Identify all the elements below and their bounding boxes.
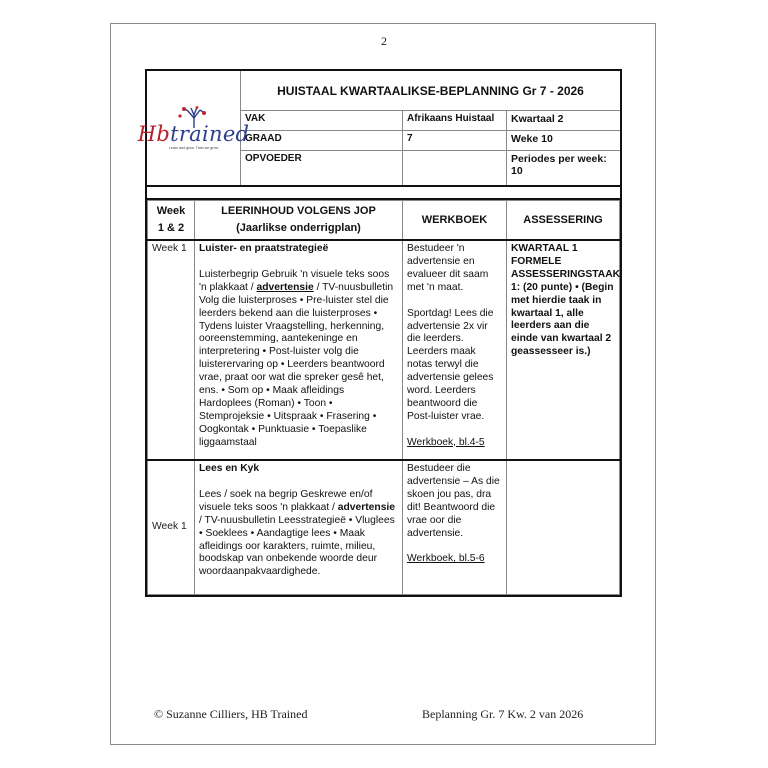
field-extra-periodes: Periodes per week: 10 — [511, 153, 607, 177]
keyword-advertensie: advertensie — [256, 281, 314, 293]
table-row — [148, 460, 620, 594]
topic-heading: Lees en Kyk — [199, 463, 260, 474]
content-cell — [195, 240, 403, 460]
planning-table — [145, 198, 622, 597]
table-row — [148, 240, 620, 460]
field-extra-weke: Weke 10 — [507, 131, 620, 151]
field-label-opvoeder: OPVOEDER — [241, 151, 403, 185]
col-header-workbook: WERKBOEK — [403, 201, 507, 241]
content-cell — [195, 460, 403, 594]
assessment-cell — [507, 460, 620, 594]
header-table — [137, 69, 622, 205]
content-body: Lees / soek na begrip Geskrewe en/of visuele teks soos 'n plakkaat / advertensie / TV-nuusbulletin Leesstrategieë • Vluglees • Soeklees • Aandagtige lees • Maak afleidings oor karakters, ruimte, milieu, boodskap van onbekende woorde deur woordaanpakvaardighede. — [199, 488, 396, 578]
workbook-reference: Werkboek, bl.5-6 — [407, 553, 485, 565]
workbook-cell: Bestudeer die advertensie – As die skoen jou pas, dra dit! Beantwoord die vrae oor die advertensie. Werkboek, bl.5-6 — [403, 460, 507, 594]
field-label-graad: GRAAD — [241, 131, 403, 151]
col-header-content: LEERINHOUD VOLGENS JOP (Jaarlikse onderrigplan) — [195, 201, 403, 241]
field-value-opvoeder — [403, 151, 507, 185]
topic-heading: Luister- en praatstrategieë — [199, 243, 329, 254]
workbook-reference: Werkboek, bl.4-5 — [407, 436, 485, 448]
keyword-advertensie: advertensie — [337, 501, 396, 513]
col-header-assessment: ASSESSERING — [507, 201, 620, 241]
table-header-row — [148, 201, 620, 241]
content-body: Luisterbegrip Gebruik 'n visuele teks soos 'n plakkaat / advertensie / TV-nuusbulletin Volg die luisterproses • Pre-luister stel die leerders bekend aan die luisterproses • Tydens luister Vraagstelling, herkenning, ooreenstemming, aantekeninge en interpretering • Post-luister volg die luisterervaring op • Leerders beantwoord vrae, praat oor wat die spreker gesê het, ens. • Som op • Maak afleidings Hardoplees (Roman) • Toon • Stemprojeksie • Uitspraak • Frasering • Oogkontak • Punktuasie • Toepaslike liggaamstaal — [199, 268, 394, 448]
week-cell: Week 1 — [148, 240, 195, 460]
footer-copyright: © Suzanne Cilliers, HB Trained — [154, 707, 308, 721]
col-header-week: Week 1 & 2 — [148, 201, 195, 241]
logo-text-hb: Hb — [137, 122, 171, 146]
document-title: HUISTAAL KWARTAALIKSE-BEPLANNING Gr 7 - 2026 — [241, 71, 620, 111]
logo — [137, 71, 250, 185]
workbook-cell: Bestudeer 'n advertensie en evalueer dit saam met 'n maat. Sportdag! Lees die advertensie 2x vir die leerders. Leerders maak notas terwyl die advertensie gelees word. Leerders beantwoord die Post-luister vrae. Werkboek, bl.4-5 — [403, 240, 507, 460]
assessment-cell: KWARTAAL 1 FORMELE ASSESSERINGSTAAK 1: (20 punte) • (Begin met hierdie taak in kwartaal 1, alle leerders aan die einde van kwartaal 2 geassesseer is.) — [507, 240, 620, 460]
field-value-graad: 7 — [403, 131, 507, 151]
logo-text-rest: trained — [170, 122, 250, 146]
field-extra-kwartaal: Kwartaal 2 — [507, 111, 620, 131]
page-number: 2 — [381, 34, 387, 48]
week-cell: Week 1 — [148, 460, 195, 594]
logo-tagline: Learn and grow, Train we grow — [168, 146, 219, 150]
field-label-vak: VAK — [241, 111, 403, 131]
field-value-vak: Afrikaans Huistaal — [403, 111, 507, 131]
footer-document-info: Beplanning Gr. 7 Kw. 2 van 2026 — [422, 707, 584, 721]
